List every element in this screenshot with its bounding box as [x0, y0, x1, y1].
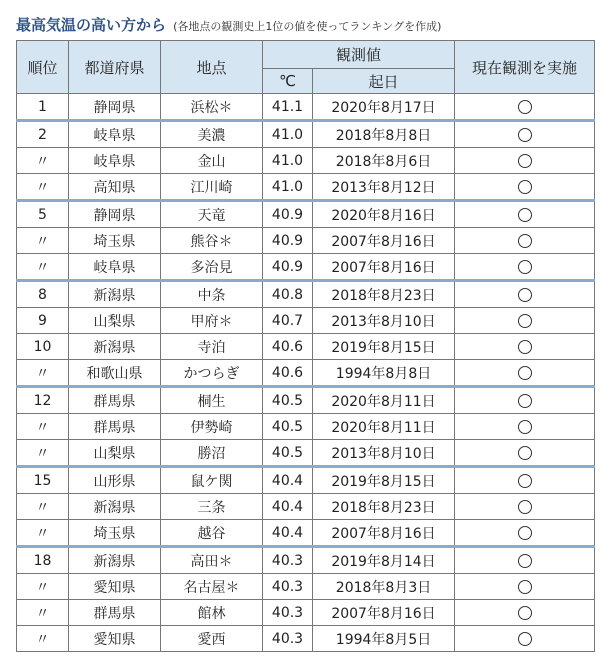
date-cell: 2018年8月3日	[313, 574, 455, 600]
location-cell: 中条	[161, 281, 263, 308]
location-cell: 館林	[161, 600, 263, 626]
current-observation-cell	[455, 254, 595, 281]
date-cell: 2007年8月16日	[313, 520, 455, 547]
current-observation-cell	[455, 467, 595, 494]
rank-cell: 5	[17, 201, 69, 228]
temperature-cell: 40.4	[263, 520, 313, 547]
table-row	[17, 254, 595, 281]
prefecture-cell: 群馬県	[69, 414, 161, 440]
location-cell: 鼠ケ関	[161, 467, 263, 494]
current-observation-cell	[455, 626, 595, 652]
prefecture-cell: 群馬県	[69, 387, 161, 414]
table-row	[17, 148, 595, 174]
prefecture-cell: 岐阜県	[69, 121, 161, 148]
current-observation-cell	[455, 334, 595, 360]
rank-cell: 〃	[17, 360, 69, 387]
prefecture-cell: 新潟県	[69, 281, 161, 308]
date-cell: 2013年8月10日	[313, 308, 455, 334]
rank-cell: 2	[17, 121, 69, 148]
table-row	[17, 494, 595, 520]
current-observation-mark	[518, 420, 532, 434]
rank-cell: 〃	[17, 520, 69, 547]
prefecture-cell: 山梨県	[69, 440, 161, 467]
location-cell: 高田＊	[161, 547, 263, 574]
temperature-cell: 40.5	[263, 414, 313, 440]
rank-cell: 〃	[17, 494, 69, 520]
rank-cell: 〃	[17, 574, 69, 600]
temperature-cell: 40.9	[263, 254, 313, 281]
header-date: 起日	[313, 69, 455, 94]
location-cell: 勝沼	[161, 440, 263, 467]
location-cell: 名古屋＊	[161, 574, 263, 600]
rank-cell: 〃	[17, 626, 69, 652]
location-cell: 浜松＊	[161, 94, 263, 121]
temperature-cell: 40.5	[263, 440, 313, 467]
current-observation-cell	[455, 494, 595, 520]
table-row	[17, 600, 595, 626]
date-cell: 2020年8月11日	[313, 414, 455, 440]
current-observation-cell	[455, 520, 595, 547]
current-observation-mark	[518, 632, 532, 646]
location-cell: 天竜	[161, 201, 263, 228]
header-current: 現在観測を実施	[455, 41, 595, 94]
current-observation-cell	[455, 201, 595, 228]
temperature-cell: 40.5	[263, 387, 313, 414]
page-note: (各地点の観測史上1位の値を使ってランキングを作成)	[173, 20, 442, 33]
table-row	[17, 94, 595, 121]
table-row	[17, 281, 595, 308]
prefecture-cell: 新潟県	[69, 334, 161, 360]
rank-cell: 8	[17, 281, 69, 308]
ranking-table	[16, 40, 595, 652]
current-observation-cell	[455, 600, 595, 626]
prefecture-cell: 岐阜県	[69, 254, 161, 281]
table-row	[17, 308, 595, 334]
temperature-cell: 40.9	[263, 228, 313, 254]
prefecture-cell: 静岡県	[69, 201, 161, 228]
date-cell: 2013年8月10日	[313, 440, 455, 467]
location-cell: 桐生	[161, 387, 263, 414]
header-location: 地点	[161, 41, 263, 94]
date-cell: 2007年8月16日	[313, 228, 455, 254]
table-header	[17, 41, 595, 94]
date-cell: 1994年8月5日	[313, 626, 455, 652]
rank-cell: 〃	[17, 414, 69, 440]
prefecture-cell: 高知県	[69, 174, 161, 201]
rank-cell: 1	[17, 94, 69, 121]
table-row	[17, 547, 595, 574]
date-cell: 2020年8月16日	[313, 201, 455, 228]
table-row	[17, 174, 595, 201]
current-observation-mark	[518, 288, 532, 302]
table-row	[17, 228, 595, 254]
location-cell: 伊勢崎	[161, 414, 263, 440]
current-observation-cell	[455, 281, 595, 308]
prefecture-cell: 新潟県	[69, 547, 161, 574]
location-cell: 金山	[161, 148, 263, 174]
table-row	[17, 334, 595, 360]
date-cell: 2018年8月23日	[313, 281, 455, 308]
current-observation-mark	[518, 394, 532, 408]
date-cell: 2020年8月11日	[313, 387, 455, 414]
current-observation-mark	[518, 180, 532, 194]
location-cell: 越谷	[161, 520, 263, 547]
rank-cell: 9	[17, 308, 69, 334]
temperature-cell: 40.4	[263, 467, 313, 494]
temperature-cell: 40.6	[263, 334, 313, 360]
location-cell: 多治見	[161, 254, 263, 281]
prefecture-cell: 群馬県	[69, 600, 161, 626]
date-cell: 2018年8月8日	[313, 121, 455, 148]
rank-cell: 〃	[17, 148, 69, 174]
prefecture-cell: 埼玉県	[69, 228, 161, 254]
current-observation-cell	[455, 387, 595, 414]
temperature-cell: 41.0	[263, 148, 313, 174]
prefecture-cell: 静岡県	[69, 94, 161, 121]
rank-cell: 〃	[17, 600, 69, 626]
temperature-cell: 41.0	[263, 121, 313, 148]
current-observation-cell	[455, 308, 595, 334]
temperature-cell: 40.3	[263, 547, 313, 574]
current-observation-mark	[518, 208, 532, 222]
prefecture-cell: 山梨県	[69, 308, 161, 334]
location-cell: かつらぎ	[161, 360, 263, 387]
date-cell: 2018年8月23日	[313, 494, 455, 520]
table-row	[17, 626, 595, 652]
table-row	[17, 467, 595, 494]
header-temp-unit: ℃	[263, 69, 313, 94]
current-observation-mark	[518, 100, 532, 114]
table-row	[17, 574, 595, 600]
current-observation-cell	[455, 94, 595, 121]
temperature-cell: 41.0	[263, 174, 313, 201]
rank-cell: 15	[17, 467, 69, 494]
temperature-cell: 40.4	[263, 494, 313, 520]
date-cell: 2020年8月17日	[313, 94, 455, 121]
current-observation-cell	[455, 440, 595, 467]
current-observation-cell	[455, 228, 595, 254]
temperature-cell: 40.9	[263, 201, 313, 228]
table-row	[17, 121, 595, 148]
current-observation-mark	[518, 580, 532, 594]
date-cell: 2007年8月16日	[313, 254, 455, 281]
location-cell: 寺泊	[161, 334, 263, 360]
current-observation-mark	[518, 340, 532, 354]
rank-cell: 〃	[17, 174, 69, 201]
location-cell: 江川崎	[161, 174, 263, 201]
location-cell: 愛西	[161, 626, 263, 652]
prefecture-cell: 愛知県	[69, 574, 161, 600]
date-cell: 2019年8月14日	[313, 547, 455, 574]
rank-cell: 18	[17, 547, 69, 574]
prefecture-cell: 新潟県	[69, 494, 161, 520]
temperature-cell: 40.7	[263, 308, 313, 334]
table-row	[17, 360, 595, 387]
rank-cell: 12	[17, 387, 69, 414]
temperature-cell: 40.6	[263, 360, 313, 387]
page-title-line	[16, 14, 441, 35]
location-cell: 熊谷＊	[161, 228, 263, 254]
current-observation-mark	[518, 526, 532, 540]
current-observation-mark	[518, 234, 532, 248]
current-observation-cell	[455, 547, 595, 574]
current-observation-cell	[455, 574, 595, 600]
rank-cell: 〃	[17, 254, 69, 281]
current-observation-cell	[455, 121, 595, 148]
temperature-cell: 40.3	[263, 626, 313, 652]
date-cell: 2013年8月12日	[313, 174, 455, 201]
table-row	[17, 387, 595, 414]
current-observation-cell	[455, 414, 595, 440]
page-title: 最高気温の高い方から	[16, 16, 167, 34]
location-cell: 三条	[161, 494, 263, 520]
current-observation-cell	[455, 360, 595, 387]
table-body	[17, 94, 595, 652]
prefecture-cell: 岐阜県	[69, 148, 161, 174]
temperature-cell: 40.8	[263, 281, 313, 308]
table-row	[17, 201, 595, 228]
date-cell: 1994年8月8日	[313, 360, 455, 387]
rank-cell: 10	[17, 334, 69, 360]
current-observation-mark	[518, 260, 532, 274]
location-cell: 甲府＊	[161, 308, 263, 334]
date-cell: 2007年8月16日	[313, 600, 455, 626]
table-row	[17, 520, 595, 547]
rank-cell: 〃	[17, 440, 69, 467]
date-cell: 2019年8月15日	[313, 334, 455, 360]
location-cell: 美濃	[161, 121, 263, 148]
prefecture-cell: 愛知県	[69, 626, 161, 652]
header-observed: 観測値	[263, 41, 455, 69]
current-observation-mark	[518, 606, 532, 620]
table-row	[17, 414, 595, 440]
current-observation-mark	[518, 314, 532, 328]
current-observation-mark	[518, 554, 532, 568]
prefecture-cell: 埼玉県	[69, 520, 161, 547]
current-observation-mark	[518, 154, 532, 168]
current-observation-mark	[518, 128, 532, 142]
current-observation-cell	[455, 148, 595, 174]
date-cell: 2019年8月15日	[313, 467, 455, 494]
header-rank: 順位	[17, 41, 69, 94]
header-prefecture: 都道府県	[69, 41, 161, 94]
temperature-cell: 40.3	[263, 574, 313, 600]
current-observation-mark	[518, 446, 532, 460]
current-observation-mark	[518, 500, 532, 514]
current-observation-mark	[518, 474, 532, 488]
date-cell: 2018年8月6日	[313, 148, 455, 174]
prefecture-cell: 和歌山県	[69, 360, 161, 387]
prefecture-cell: 山形県	[69, 467, 161, 494]
table-row	[17, 440, 595, 467]
rank-cell: 〃	[17, 228, 69, 254]
temperature-cell: 41.1	[263, 94, 313, 121]
current-observation-mark	[518, 366, 532, 380]
current-observation-cell	[455, 174, 595, 201]
temperature-cell: 40.3	[263, 600, 313, 626]
